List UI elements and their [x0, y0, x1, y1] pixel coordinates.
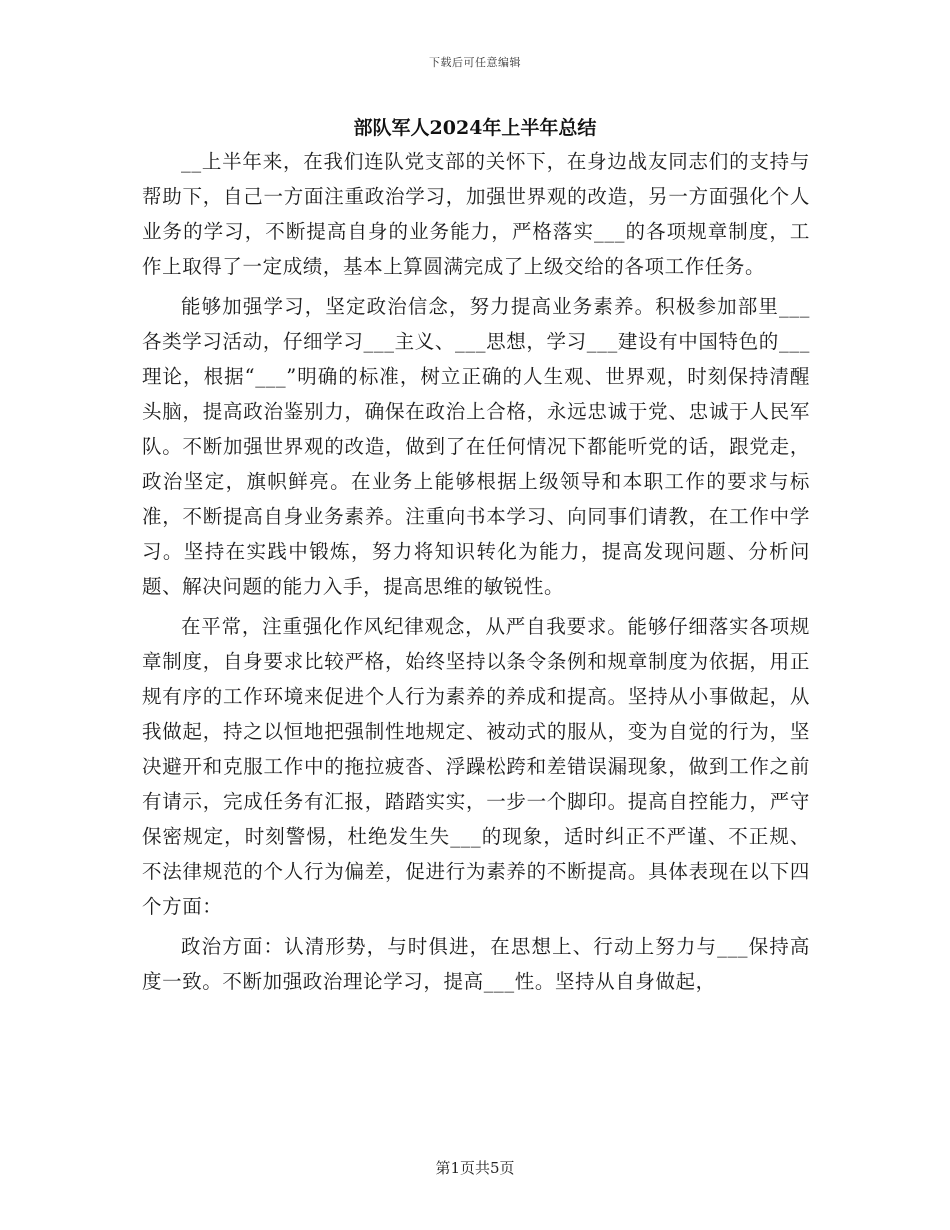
document-title: 部队军人2024年上半年总结: [353, 117, 597, 139]
page-number: 第1页共5页: [435, 1159, 515, 1177]
document-body: [142, 144, 810, 1004]
paragraph-study: 能够加强学习，坚定政治信念，努力提高业务素养。积极参加部里___各类学习活动，仔细学习___主义、___思想，学习___建设有中国特色的___理论，根据“___”明确的标准，树立正确的人生观、世界观，时刻保持清醒头脑，提高政治鉴别力，确保在政治上合格，永远忠诚于党、忠诚于人民军队。不断加强世界观的改造，做到了在任何情况下都能听党的话，跟党走，政治坚定，旗帜鲜亮。在业务上能够根据上级领导和本职工作的要求与标准，不断提高自身业务素养。注重向书本学习、向同事们请教，在工作中学习。坚持在实践中锻炼，努力将知识转化为能力，提高发现问题、分析问题、解决问题的能力入手，提高思维的敏锐性。: [142, 295, 810, 598]
page-header-note: 下载后可任意编辑: [429, 56, 521, 69]
paragraph-political: 政治方面：认清形势，与时俱进，在思想上、行动上努力与___保持高度一致。不断加强政治理论学习，提高___性。坚持从自身做起，: [142, 935, 810, 993]
paragraph-intro: __上半年来，在我们连队党支部的关怀下，在身边战友同志们的支持与帮助下，自己一方面注重政治学习，加强世界观的改造，另一方面强化个人业务的学习，不断提高自身的业务能力，严格落实___的各项规章制度，工作上取得了一定成绩，基本上算圆满完成了上级交给的各项工作任务。: [142, 150, 810, 278]
paragraph-discipline: 在平常，注重强化作风纪律观念，从严自我要求。能够仔细落实各项规章制度，自身要求比较严格，始终坚持以条令条例和规章制度为依据，用正规有序的工作环境来促进个人行为素养的养成和提高。坚持从小事做起，从我做起，持之以恒地把强制性地规定、被动式的服从，变为自觉的行为，坚决避开和克服工作中的拖拉疲沓、浮躁松跨和差错误漏现象，做到工作之前有请示，完成任务有汇报，踏踏实实，一步一个脚印。提高自控能力，严守保密规定，时刻警惕，杜绝发生失___的现象，适时纠正不严谨、不正规、不法律规范的个人行为偏差，促进行为素养的不断提高。具体表现在以下四个方面：: [142, 615, 810, 918]
